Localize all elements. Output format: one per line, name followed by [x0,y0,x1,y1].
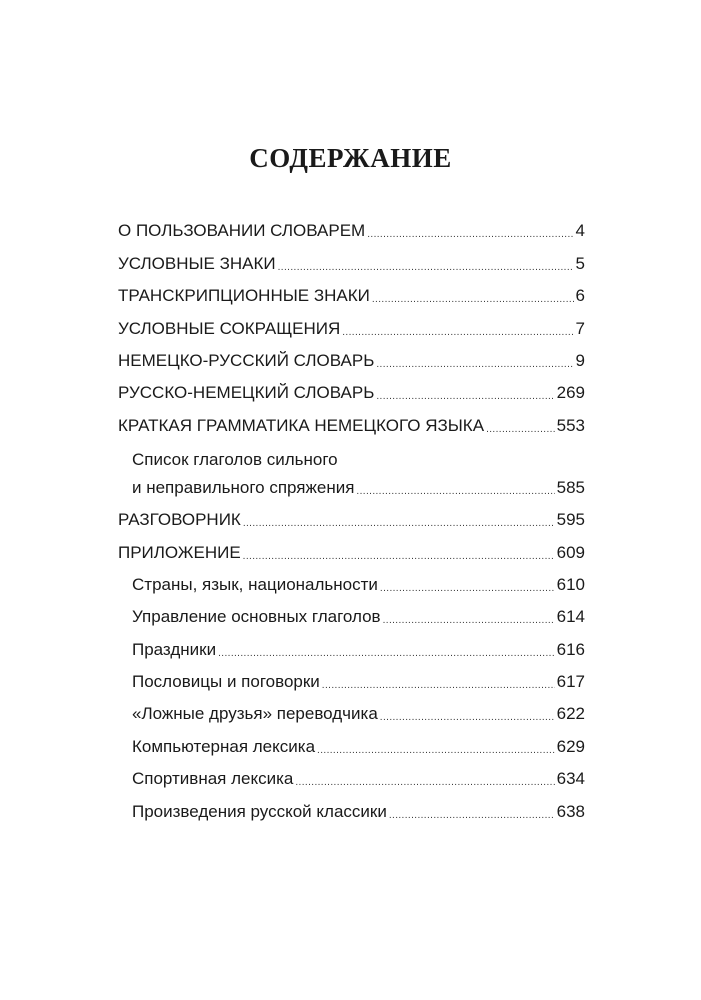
toc-entry[interactable] [118,310,585,342]
toc-entry-page: 616 [556,639,585,659]
toc-entry-label-line1: Список глаголов сильного [132,449,338,469]
toc-entry-label: РУССКО-НЕМЕЦКИЙ СЛОВАРЬ [118,383,375,403]
dot-leader [342,323,573,343]
toc-entry-page: 9 [575,350,585,370]
toc-subentry[interactable] [118,761,585,793]
toc-entry[interactable] [118,502,585,534]
toc-entry-page: 629 [556,736,585,756]
dot-leader [322,676,555,696]
toc-entry-page: 614 [556,607,585,627]
toc-entry[interactable] [118,343,585,375]
toc-entry-page: 609 [556,542,585,562]
toc-subentry[interactable] [118,793,585,825]
toc-entry[interactable] [118,213,585,245]
dot-leader [367,225,573,245]
toc-entry-page: 7 [575,318,585,338]
dot-leader [317,741,555,761]
toc-entry-label: Управление основных глаголов [132,607,381,627]
toc-entry[interactable] [118,534,585,566]
toc-entry-page: 553 [556,415,585,435]
toc-entry-label: Произведения русской классики [132,801,387,821]
toc-entry-page: 269 [556,383,585,403]
toc-entry-label: КРАТКАЯ ГРАММАТИКА НЕМЕЦКОГО ЯЗЫКА [118,415,485,435]
dot-leader [372,290,574,310]
dot-leader [376,387,554,407]
toc-entry-page: 6 [575,286,585,306]
table-of-contents [118,213,585,826]
toc-entry-label: УСЛОВНЫЕ СОКРАЩЕНИЯ [118,318,341,338]
toc-entry-label: НЕМЕЦКО-РУССКИЙ СЛОВАРЬ [118,350,375,370]
toc-entry-label-line2: и неправильного спряжения [132,477,355,497]
toc-entry[interactable] [118,278,585,310]
toc-entry-label: РАЗГОВОРНИК [118,510,241,530]
dot-leader [380,579,555,599]
dot-leader [243,547,555,567]
toc-entry-page: 4 [575,221,585,241]
toc-entry[interactable] [118,245,585,277]
page-title: СОДЕРЖАНИЕ [249,143,452,173]
toc-entry[interactable] [118,375,585,407]
toc-entry-page: 585 [556,477,585,497]
dot-leader [356,482,554,502]
toc-entry-label: Страны, язык, национальности [132,574,378,594]
toc-entry-label: ТРАНСКРИПЦИОННЫЕ ЗНАКИ [118,286,370,306]
toc-entry-label: ПРИЛОЖЕНИЕ [118,542,241,562]
toc-entry-label [132,446,354,502]
toc-entry-page: 5 [575,253,585,273]
toc-entry-page: 638 [556,801,585,821]
toc-subentry[interactable] [118,631,585,663]
toc-subentry[interactable] [118,567,585,599]
toc-entry[interactable] [118,407,585,439]
toc-entry-label: О ПОЛЬЗОВАНИИ СЛОВАРЕМ [118,221,366,241]
toc-subentry[interactable] [118,599,585,631]
toc-subentry[interactable] [118,440,585,502]
dot-leader [295,773,554,793]
dot-leader [383,611,555,631]
dot-leader [486,420,555,440]
toc-entry-page: 610 [556,574,585,594]
toc-entry-page: 634 [556,769,585,789]
toc-entry-label: УСЛОВНЫЕ ЗНАКИ [118,253,276,273]
toc-entry-label: Компьютерная лексика [132,736,316,756]
toc-entry-page: 622 [556,704,585,724]
dot-leader [376,355,573,375]
toc-entry-page: 617 [556,672,585,692]
toc-subentry[interactable] [118,696,585,728]
toc-subentry[interactable] [118,664,585,696]
dot-leader [243,514,555,534]
dot-leader [389,806,555,826]
dot-leader [380,708,555,728]
dot-leader [278,258,574,278]
toc-entry-label: Спортивная лексика [132,769,294,789]
toc-entry-label: Пословицы и поговорки [132,672,320,692]
toc-entry-page: 595 [556,510,585,530]
toc-entry-label: Праздники [132,639,217,659]
toc-subentry[interactable] [118,728,585,760]
dot-leader [218,644,555,664]
toc-entry-label: «Ложные друзья» переводчика [132,704,378,724]
